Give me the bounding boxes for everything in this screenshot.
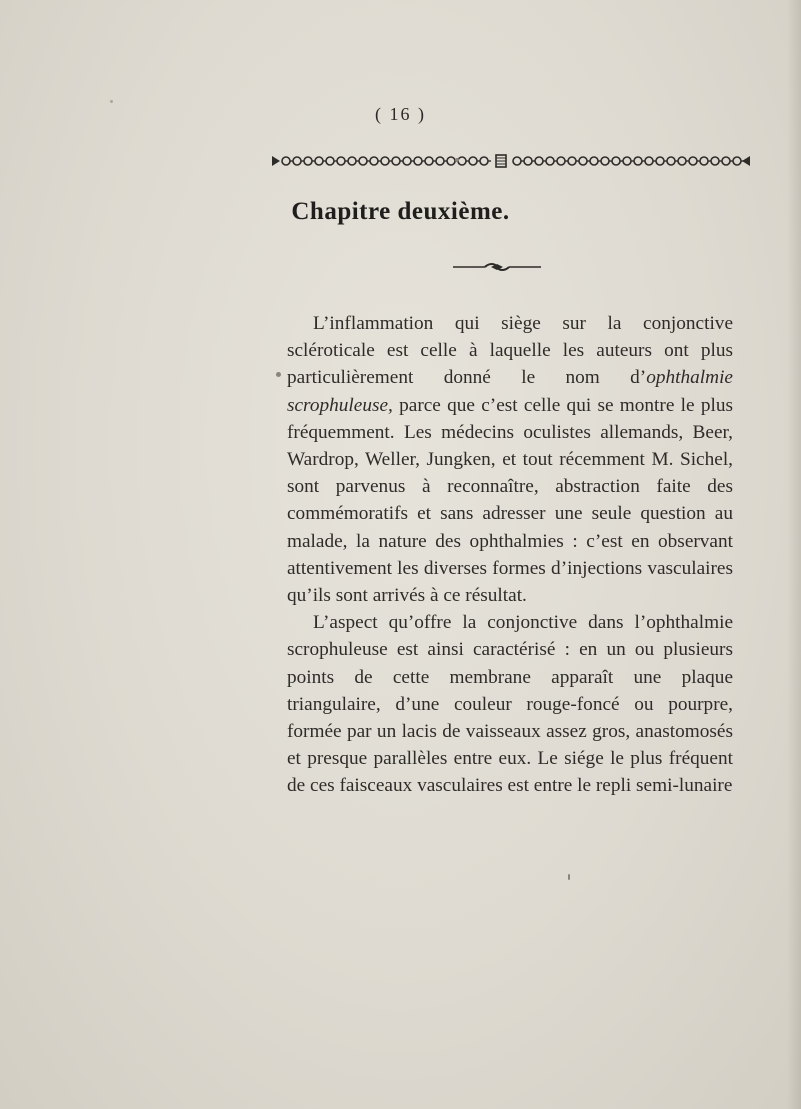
paper-speck [276,372,281,377]
paragraph-1-italic-term: ophthalmie scrophuleuse, [287,367,733,416]
paper-speck [568,874,570,880]
paragraph-2-text: L’aspect qu’offre la conjonctive dans l’ophthalmie scrophuleuse est ainsi caractérisé : en un ou plusieurs points de cette membrane apparaît une plaque triangulaire, d’une couleur rouge-foncé ou pourpre, formée par un lacis de vaisseaux assez gros, anastomosés et presque parallèles entre eux. Le siége le plus fréquent de ces faisceaux vasculaires est entre le repli semi-lunaire [287,612,733,797]
title-separator [453,262,541,272]
page-number: ( 16 ) [375,104,426,124]
chapter-title: Chapitre deuxième. [291,198,510,225]
body-text [287,310,733,800]
paper-speck [455,158,459,162]
page-edge-shadow [787,0,801,1109]
paper-speck [110,100,113,103]
paragraph-2 [287,609,733,799]
paragraph-1-text-end: parce que c’est celle qui se montre le plus fréquemment. Les médecins oculistes allemands, Beer, Wardrop, Weller, Jungken, et tout récemment M. Sichel, sont parvenus à reconnaître, abstraction faite des commémoratifs et sans adresser une seule question au malade, la nature des ophthalmies : c’est en observant attentivement les diverses formes d’injections vasculaires qu’ils sont arrivés à ce résultat. [287,394,733,607]
paragraph-1-text-start: L’inflammation qui siège sur la conjonctive scléroticale est celle à laquelle les auteurs ont plus particulièrement donné le nom d’ [287,313,733,389]
ornamental-rule [272,152,750,170]
paragraph-1 [287,310,733,609]
